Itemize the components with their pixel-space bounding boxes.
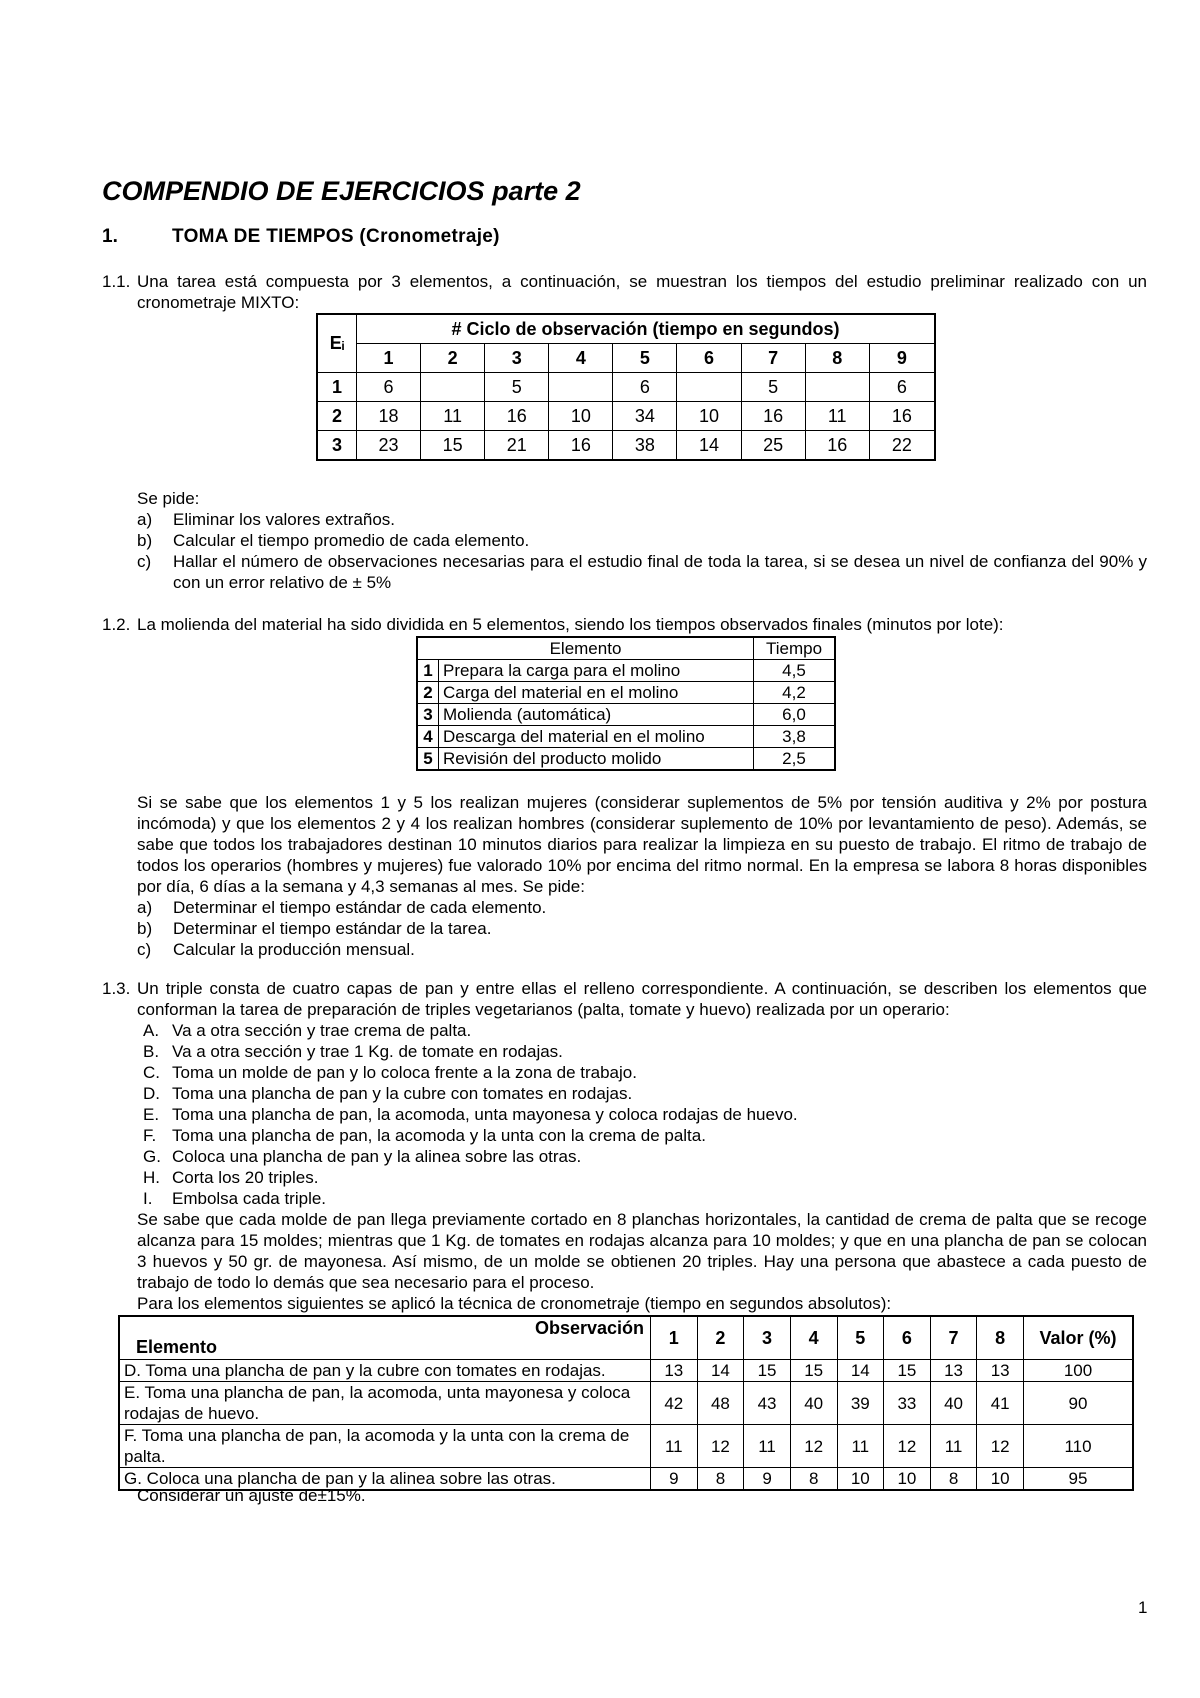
step-item (137, 1125, 1147, 1146)
table-row (417, 660, 835, 682)
page-number: 1 (1138, 1598, 1148, 1617)
cell: 16 (549, 431, 613, 461)
adjustment-note: Considerar un ajuste de±15%. (137, 1486, 366, 1505)
cell: 41 (977, 1382, 1024, 1425)
value-cell: 110 (1024, 1425, 1134, 1468)
observation-table (316, 313, 936, 461)
row-number: 5 (417, 748, 439, 771)
cell: 13 (651, 1360, 698, 1382)
item-text: Toma una plancha de pan, la acomoda y la unta con la crema de palta. (172, 1126, 706, 1145)
element-cell: Carga del material en el molino (439, 682, 754, 704)
item-marker: a) (137, 510, 153, 529)
table-group-header: # Ciclo de observación (tiempo en segundos) (357, 314, 936, 344)
element-id: 2 (317, 402, 357, 431)
item-marker: c) (137, 552, 152, 571)
cell: 12 (977, 1425, 1024, 1468)
cell: 18 (357, 402, 421, 431)
table-row (417, 704, 835, 726)
question-item (137, 509, 1147, 530)
step-item (137, 1104, 1147, 1125)
cell: 11 (421, 402, 485, 431)
cell: 39 (837, 1382, 884, 1425)
cell: 16 (485, 402, 549, 431)
item-marker: a) (137, 898, 153, 917)
cell: 13 (930, 1360, 977, 1382)
item-marker: G. (143, 1147, 161, 1166)
exercise-number: 1.3. (102, 979, 131, 998)
cell: 23 (357, 431, 421, 461)
item-marker: B. (143, 1042, 160, 1061)
cell (549, 373, 613, 402)
item-text: Eliminar los valores extraños. (173, 510, 396, 529)
cell: 11 (805, 402, 869, 431)
cell: 11 (837, 1425, 884, 1468)
item-text: Hallar el número de observaciones necesarias para el estudio final de toda la tarea, si se desea un nivel de confianza del 90% y con un error relativo de ± 5% (173, 552, 1147, 592)
cell: 15 (421, 431, 485, 461)
cell: 10 (549, 402, 613, 431)
obs-header: 5 (837, 1316, 884, 1360)
exercise-1-3-steps (137, 1020, 1147, 1314)
section-title: TOMA DE TIEMPOS (Cronometraje) (172, 226, 500, 247)
item-text: Determinar el tiempo estándar de la tarea. (173, 919, 492, 938)
section-number: 1. (102, 226, 118, 247)
step-item (137, 1062, 1147, 1083)
cell (805, 373, 869, 402)
table-row (417, 682, 835, 704)
cell: 34 (613, 402, 677, 431)
element-id: 3 (317, 431, 357, 461)
item-marker: E. (143, 1105, 160, 1124)
cycle-header: 2 (421, 344, 485, 373)
table-intro: Para los elementos siguientes se aplicó la técnica de cronometraje (tiempo en segundos absolutos): (137, 1294, 892, 1313)
element-label: Elemento (136, 1337, 218, 1357)
element-cell: Molienda (automática) (439, 704, 754, 726)
table-corner: Eᵢ (317, 314, 357, 373)
cell: 33 (884, 1382, 931, 1425)
item-text: Determinar el tiempo estándar de cada elemento. (173, 898, 547, 917)
element-cell: F. Toma una plancha de pan, la acomoda y la unta con la crema de palta. (119, 1425, 651, 1468)
cell: 48 (697, 1382, 744, 1425)
step-item (137, 1188, 1147, 1209)
item-marker: H. (143, 1168, 160, 1187)
cycle-header: 9 (869, 344, 935, 373)
obs-header: 1 (651, 1316, 698, 1360)
ask-label: Se pide: (137, 489, 200, 508)
cell: 25 (741, 431, 805, 461)
obs-header: 8 (977, 1316, 1024, 1360)
exercise-1-1-questions (137, 488, 1147, 593)
cell (421, 373, 485, 402)
step-item (137, 1083, 1147, 1104)
cell: 5 (741, 373, 805, 402)
element-cell: Descarga del material en el molino (439, 726, 754, 748)
time-cell: 3,8 (754, 726, 836, 748)
question-item (137, 897, 1147, 918)
item-text: Toma una plancha de pan, la acomoda, unta mayonesa y coloca rodajas de huevo. (172, 1105, 798, 1124)
element-cell: E. Toma una plancha de pan, la acomoda, unta mayonesa y coloca rodajas de huevo. (119, 1382, 651, 1425)
cycle-header: 6 (677, 344, 741, 373)
step-item (137, 1041, 1147, 1062)
item-marker: I. (143, 1189, 153, 1208)
exercise-text: Una tarea está compuesta por 3 elementos, a continuación, se muestran los tiempos del estudio preliminar realizado con un cronometraje MIXTO: (137, 272, 1147, 312)
exercise-1-1-intro (102, 271, 1147, 313)
cell: 12 (790, 1425, 837, 1468)
obs-header: 6 (884, 1316, 931, 1360)
step-item (137, 1167, 1147, 1188)
item-text: Toma un molde de pan y lo coloca frente a la zona de trabajo. (172, 1063, 637, 1082)
item-marker: C. (143, 1063, 160, 1082)
element-id: 1 (317, 373, 357, 402)
item-text: Va a otra sección y trae 1 Kg. de tomate en rodajas. (172, 1042, 563, 1061)
exercise-text: Un triple consta de cuatro capas de pan y entre ellas el relleno correspondiente. A continuación, se describen los elementos que conforman la tarea de preparación de triples vegetarianos (palta, tomate y huevo) realizada por un operario: (137, 979, 1147, 1019)
time-cell: 2,5 (754, 748, 836, 771)
cell: 6 (613, 373, 677, 402)
row-number: 1 (417, 660, 439, 682)
cell: 15 (744, 1360, 791, 1382)
cell: 22 (869, 431, 935, 461)
item-marker: F. (143, 1126, 157, 1145)
exercise-1-2-body (137, 792, 1147, 960)
cycle-header: 5 (613, 344, 677, 373)
cell: 15 (790, 1360, 837, 1382)
table-corner (119, 1316, 651, 1360)
cell: 9 (744, 1468, 791, 1491)
milling-elements-table (416, 636, 836, 771)
cell: 8 (697, 1468, 744, 1491)
page-title: COMPENDIO DE EJERCICIOS parte 2 (102, 176, 581, 206)
item-text: Coloca una plancha de pan y la alinea sobre las otras. (172, 1147, 582, 1166)
element-cell: G. Coloca una plancha de pan y la alinea sobre las otras. (119, 1468, 651, 1491)
exercise-body: Se sabe que cada molde de pan llega previamente cortado en 8 planchas horizontales, la cantidad de crema de palta que se recoge alcanza para 15 moldes; mientras que 1 Kg. de tomates en rodajas alcanza para 10 moldes; y que en una plancha de pan se colocan 3 huevos y 50 gr. de mayonesa. Así mismo, de un molde se obtienen 20 triples. Hay una persona que abastece a cada puesto de trabajo de todo lo demás que sea necesario para el proceso. (137, 1210, 1147, 1292)
value-header: Valor (%) (1024, 1316, 1134, 1360)
cell: 21 (485, 431, 549, 461)
exercise-1-3-intro (102, 978, 1147, 1020)
time-cell: 4,5 (754, 660, 836, 682)
cell: 12 (697, 1425, 744, 1468)
cell: 16 (869, 402, 935, 431)
cell: 11 (930, 1425, 977, 1468)
cycle-header: 3 (485, 344, 549, 373)
cell: 16 (741, 402, 805, 431)
row-number: 3 (417, 704, 439, 726)
item-text: Corta los 20 triples. (172, 1168, 319, 1187)
obs-header: 4 (790, 1316, 837, 1360)
cell: 6 (869, 373, 935, 402)
row-number: 2 (417, 682, 439, 704)
row-number: 4 (417, 726, 439, 748)
question-item (137, 918, 1147, 939)
exercise-text: La molienda del material ha sido dividida en 5 elementos, siendo los tiempos observados finales (minutos por lote): (137, 615, 1004, 634)
exercise-number: 1.2. (102, 615, 131, 634)
cell: 11 (651, 1425, 698, 1468)
cell: 15 (884, 1360, 931, 1382)
sandwich-timing-table (118, 1315, 1134, 1491)
exercise-number: 1.1. (102, 272, 131, 291)
cell: 8 (790, 1468, 837, 1491)
cell: 10 (837, 1468, 884, 1491)
value-cell: 90 (1024, 1382, 1134, 1425)
cycle-header: 4 (549, 344, 613, 373)
item-text: Toma una plancha de pan y la cubre con tomates en rodajas. (172, 1084, 633, 1103)
cell: 40 (790, 1382, 837, 1425)
obs-header: 3 (744, 1316, 791, 1360)
question-item (137, 551, 1147, 593)
cell: 9 (651, 1468, 698, 1491)
cycle-header: 7 (741, 344, 805, 373)
table-row (119, 1382, 1133, 1425)
obs-header: 2 (697, 1316, 744, 1360)
time-cell: 4,2 (754, 682, 836, 704)
cell: 6 (357, 373, 421, 402)
cell: 13 (977, 1360, 1024, 1382)
value-cell: 95 (1024, 1468, 1134, 1491)
cell: 11 (744, 1425, 791, 1468)
table-row (417, 748, 835, 771)
cell: 38 (613, 431, 677, 461)
item-text: Embolsa cada triple. (172, 1189, 327, 1208)
element-cell: Revisión del producto molido (439, 748, 754, 771)
table-row (119, 1425, 1133, 1468)
table-row (317, 431, 935, 461)
item-text: Calcular la producción mensual. (173, 940, 415, 959)
cycle-header: 1 (357, 344, 421, 373)
time-cell: 6,0 (754, 704, 836, 726)
cycle-header: 8 (805, 344, 869, 373)
cell: 10 (884, 1468, 931, 1491)
cell: 10 (677, 402, 741, 431)
table-row (317, 373, 935, 402)
table-row (417, 726, 835, 748)
step-item (137, 1146, 1147, 1167)
cycle-header-row (317, 344, 935, 373)
cell: 8 (930, 1468, 977, 1491)
cell: 40 (930, 1382, 977, 1425)
column-header: Elemento (417, 637, 754, 660)
exercise-body: Si se sabe que los elementos 1 y 5 los realizan mujeres (considerar suplementos de 5% por tensión auditiva y 2% por postura incómoda) y que los elementos 2 y 4 los realizan hombres (considerar suplemento de 10% por levantamiento de peso). Además, se sabe que todos los trabajadores destinan 10 minutos diarios para realizar la limpieza en su puesto de trabajo. El ritmo de trabajo de todos los operarios (hombres y mujeres) fue valorado 10% por encima del ritmo normal. En la empresa se labora 8 horas disponibles por día, 6 días a la semana y 4,3 semanas al mes. Se pide: (137, 793, 1147, 896)
cell: 10 (977, 1468, 1024, 1491)
question-item (137, 530, 1147, 551)
item-text: Va a otra sección y trae crema de palta. (172, 1021, 472, 1040)
cell: 14 (837, 1360, 884, 1382)
item-text: Calcular el tiempo promedio de cada elemento. (173, 531, 530, 550)
question-item (137, 939, 1147, 960)
item-marker: b) (137, 919, 153, 938)
element-cell: Prepara la carga para el molino (439, 660, 754, 682)
cell: 14 (697, 1360, 744, 1382)
observation-label: Observación (534, 1318, 644, 1338)
step-item (137, 1020, 1147, 1041)
item-marker: D. (143, 1084, 160, 1103)
cell: 42 (651, 1382, 698, 1425)
value-cell: 100 (1024, 1360, 1134, 1382)
cell: 12 (884, 1425, 931, 1468)
cell: 14 (677, 431, 741, 461)
table-row (119, 1360, 1133, 1382)
obs-header: 7 (930, 1316, 977, 1360)
column-header: Tiempo (754, 637, 836, 660)
exercise-1-2-intro (102, 614, 1147, 635)
cell: 5 (485, 373, 549, 402)
element-cell: D. Toma una plancha de pan y la cubre con tomates en rodajas. (119, 1360, 651, 1382)
item-marker: c) (137, 940, 152, 959)
cell: 16 (805, 431, 869, 461)
table-row (317, 402, 935, 431)
header-row (119, 1316, 1133, 1360)
cell: 43 (744, 1382, 791, 1425)
cell (677, 373, 741, 402)
item-marker: b) (137, 531, 153, 550)
item-marker: A. (143, 1021, 160, 1040)
